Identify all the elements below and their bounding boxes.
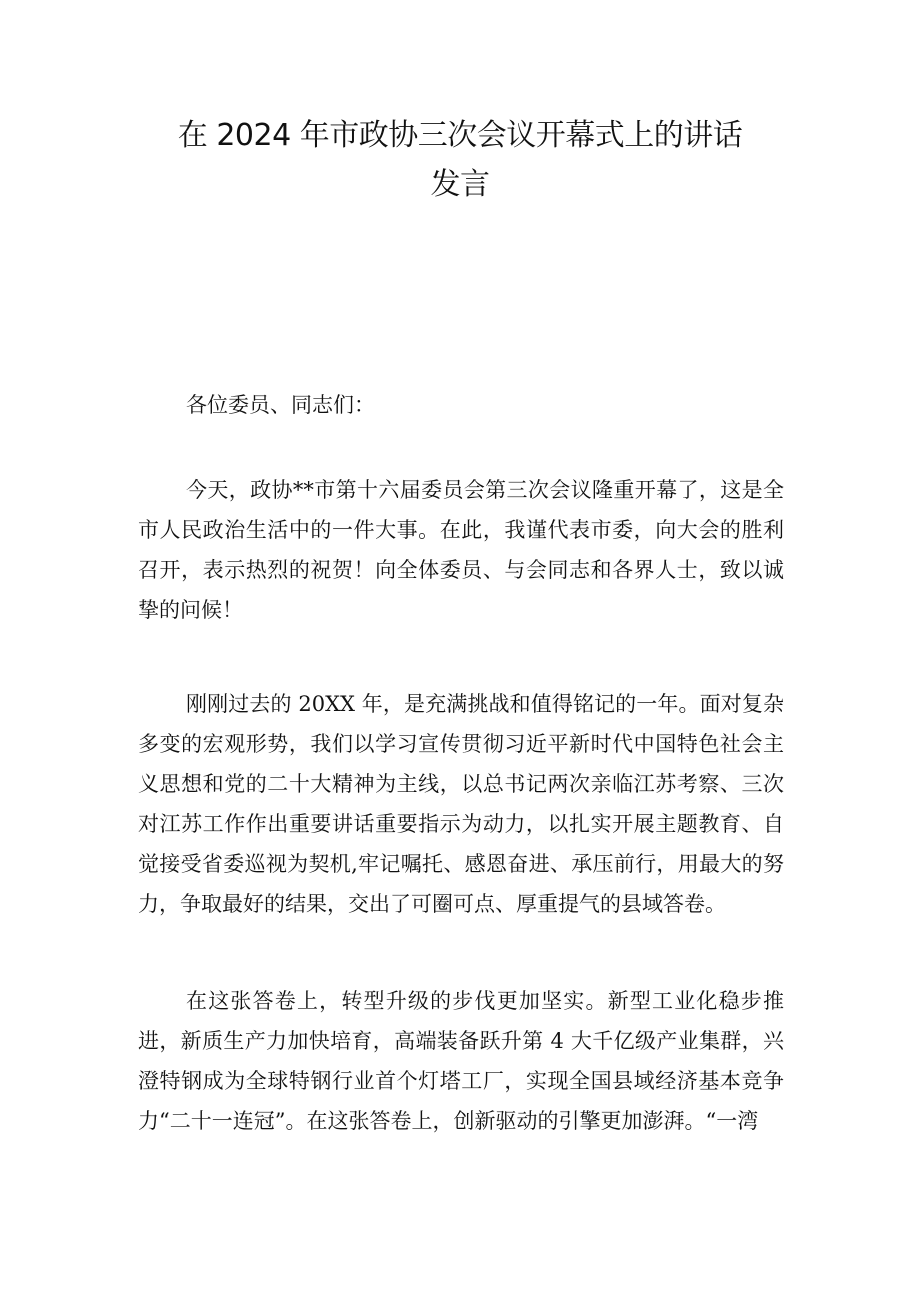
document-title: 在 2024 年市政协三次会议开幕式上的讲话 — [177, 118, 743, 153]
paragraph-greeting: 今天，政协**市第十六届委员会第三次会议隆重开幕了，这是全市人民政治生活中的一件大事。在此，我谨代表市委，向大会的胜利召开，表示热烈的祝贺！向全体委员、与会同志和各界人士，致以诚挚的问候！ — [138, 478, 784, 622]
document-title-continuation: 发言 — [430, 167, 490, 202]
salutation: 各位委员、同志们： — [186, 393, 375, 417]
paragraph-achievements: 在这张答卷上，转型升级的步伐更加坚实。新型工业化稳步推进，新质生产力加快培育，高端装备跃升第 4 大千亿级产业集群，兴澄特钢成为全球特钢行业首个灯塔工厂，实现全国县域经济基本竞争力“二十一连冠”。在这张答卷上，创新驱动的引擎更加澎湃。“一湾 — [138, 989, 784, 1133]
paragraph-review: 刚刚过去的 20XX 年，是充满挑战和值得铭记的一年。面对复杂多变的宏观形势，我们以学习宣传贯彻习近平新时代中国特色社会主义思想和党的二十大精神为主线，以总书记两次亲临江苏考察、三次对江苏工作作出重要讲话重要指示为动力，以扎实开展主题教育、自觉接受省委巡视为契机,牢记嘱托、感恩奋进、承压前行，用最大的努力，争取最好的结果，交出了可圈可点、厚重提气的县域答卷。 — [138, 692, 784, 916]
